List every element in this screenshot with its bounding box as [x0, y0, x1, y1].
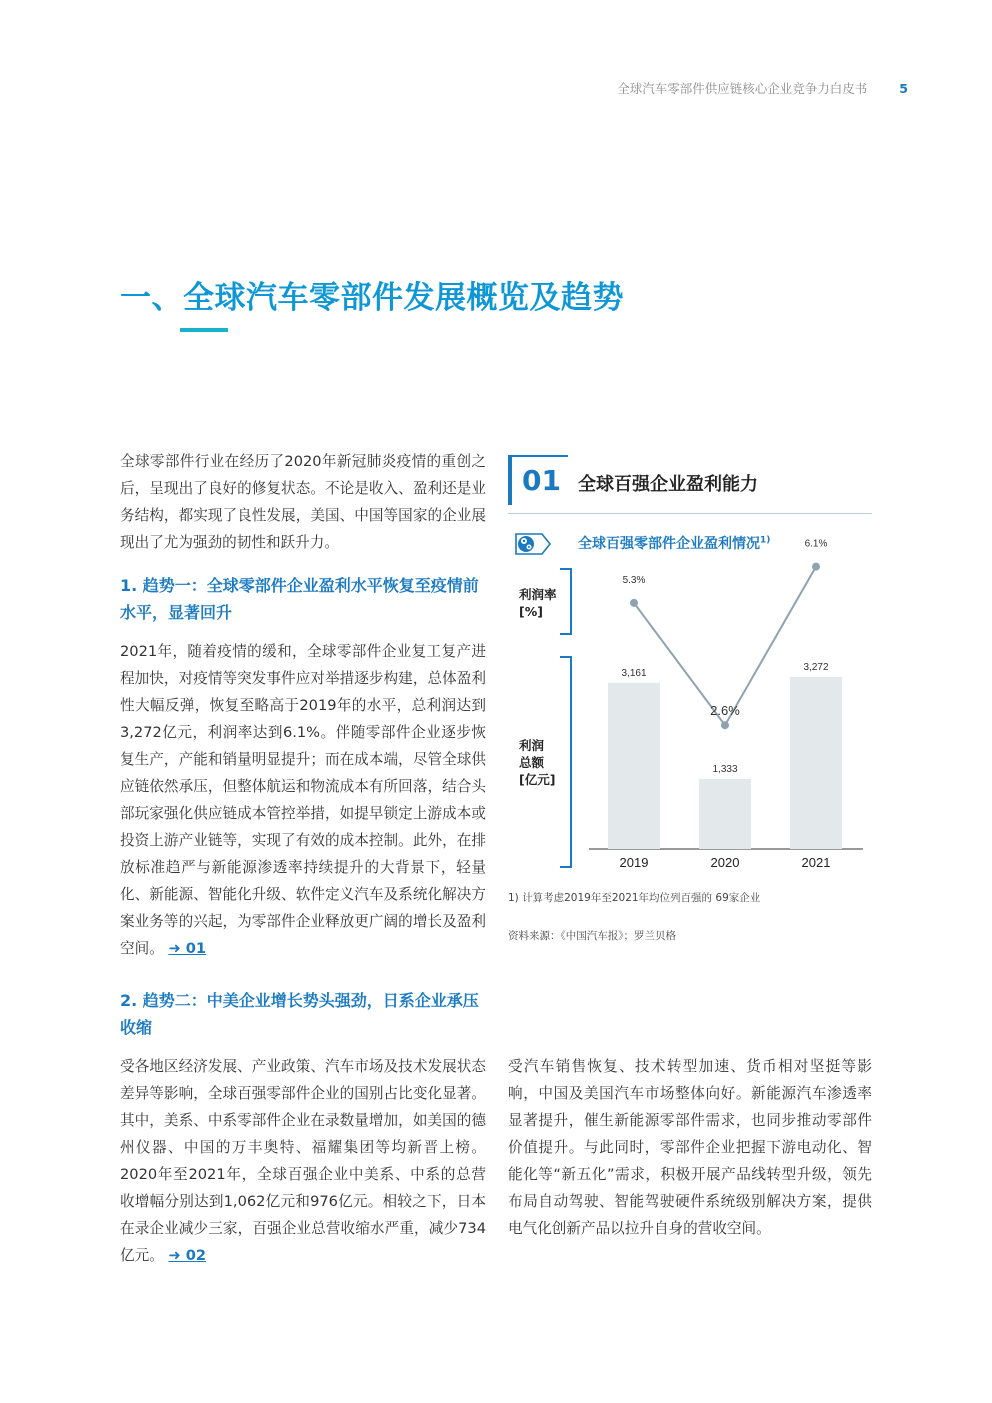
margin-point	[630, 599, 638, 607]
profit-bar-label: 3,161	[621, 667, 647, 679]
profit-axis-bracket	[560, 656, 572, 868]
profit-bar	[608, 683, 660, 849]
trend2-paragraph-right: 受汽车销售恢复、技术转型加速、货币相对坚挺等影响，中国及美国汽车市场整体向好。新能源汽车渗透率显著提升，催生新能源零部件需求，也同步推动零部件价值提升。与此同时，零部件企业把握下游电动化、智能化等“新五化”需求，积极开展产品线转型升级，领先布局自动驾驶、智能驾驶硬件系统级别解决方案，提供电气化创新产品以拉升自身的营收空间。	[508, 1058, 872, 1237]
profit-axis-label: 利润 总额 [亿元]	[519, 738, 556, 787]
exhibit-divider	[508, 513, 872, 514]
exhibit-02-link[interactable]: ➜ 02	[168, 1247, 207, 1264]
exhibit-title: 全球百强企业盈利能力	[578, 474, 758, 495]
trend2-paragraph	[120, 1053, 486, 1269]
chart-footnote: 1) 计算考虑2019年至2021年均位列百强的 69家企业	[508, 892, 761, 904]
margin-axis-label: 利润率 [%]	[519, 587, 557, 619]
running-header	[617, 79, 908, 97]
profit-bar	[699, 779, 751, 849]
margin-point-label: 5.3%	[622, 574, 646, 586]
exhibit-01-link[interactable]: ➜ 01	[168, 940, 207, 957]
profit-bar-label: 1,333	[712, 763, 738, 775]
profit-bar-label: 3,272	[803, 662, 829, 673]
page-number: 5	[899, 80, 908, 96]
x-tick-label: 2021	[801, 855, 831, 870]
margin-point	[812, 563, 820, 571]
gears-chart-icon	[514, 528, 554, 560]
margin-axis-bracket	[560, 568, 572, 635]
section-title: 一、全球汽车零部件发展概览及趋势	[120, 280, 624, 316]
trend2-body: 受各地区经济发展、产业政策、汽车市场及技术发展状态差异等影响，全球百强零部件企业的国别占比变化显著。其中，美系、中系零部件企业在录数量增加，如美国的德州仪器、中国的万丰奥特、福耀集团等均新晋上榜。2020年至2021年，全球百强企业中美系、中系的总营收增幅分别达到1,062亿元和976亿元。相较之下，日本在录企业减少三家，百强企业总营收缩水严重，减少734亿元。	[120, 1058, 486, 1264]
chart-title-footnote-mark: 1)	[760, 535, 771, 546]
margin-point-label: 6.1%	[804, 538, 828, 550]
margin-line	[634, 567, 816, 726]
title-underline	[180, 328, 228, 332]
trend2-heading: 2. 趋势二：中美企业增长势头强劲，日系企业承压收缩	[120, 991, 479, 1037]
margin-point	[721, 721, 729, 729]
margin-point-label: 2.6%	[710, 703, 740, 719]
x-tick-label: 2020	[710, 855, 740, 870]
trend1-body: 2021年，随着疫情的缓和，全球零部件企业复工复产进程加快，对疫情等突发事件应对举措逐步构建，总体盈利性大幅反弹，恢复至略高于2019年的水平，总利润达到3,272亿元，利润率达到6.1%。伴随零部件企业逐步恢复生产，产能和销量明显提升；而在成本端，尽管全球供应链依然承压，但整体航运和物流成本有所回落，结合头部玩家强化供应链成本管控举措，如提早锁定上游成本或投资上游产业链等，实现了有效的成本控制。此外，在排放标准趋严与新能源渗透率持续提升的大背景下，轻量化、新能源、智能化升级、软件定义汽车及系统化解决方案业务等的兴起，为零部件企业释放更广阔的增长及盈利空间。	[120, 643, 486, 957]
x-tick-label: 2019	[619, 855, 649, 870]
trend1-paragraph	[120, 638, 486, 962]
intro-paragraph: 全球零部件行业在经历了2020年新冠肺炎疫情的重创之后，呈现出了良好的修复状态。不论是收入、盈利还是业务结构，都实现了良性发展，美国、中国等国家的企业展现出了尤为强劲的韧性和跃升力。	[120, 453, 486, 551]
chart-source: 资料来源：《中国汽车报》；罗兰贝格	[508, 930, 676, 942]
profit-bar	[790, 677, 842, 849]
document-title: 全球汽车零部件供应链核心企业竞争力白皮书	[617, 81, 868, 96]
exhibit-number: 01	[522, 464, 561, 497]
chart-title-text: 全球百强零部件企业盈利情况	[578, 536, 760, 552]
trend1-heading: 1. 趋势一：全球零部件企业盈利水平恢复至疫情前水平，显著回升	[120, 576, 479, 622]
chart-title	[578, 533, 770, 553]
